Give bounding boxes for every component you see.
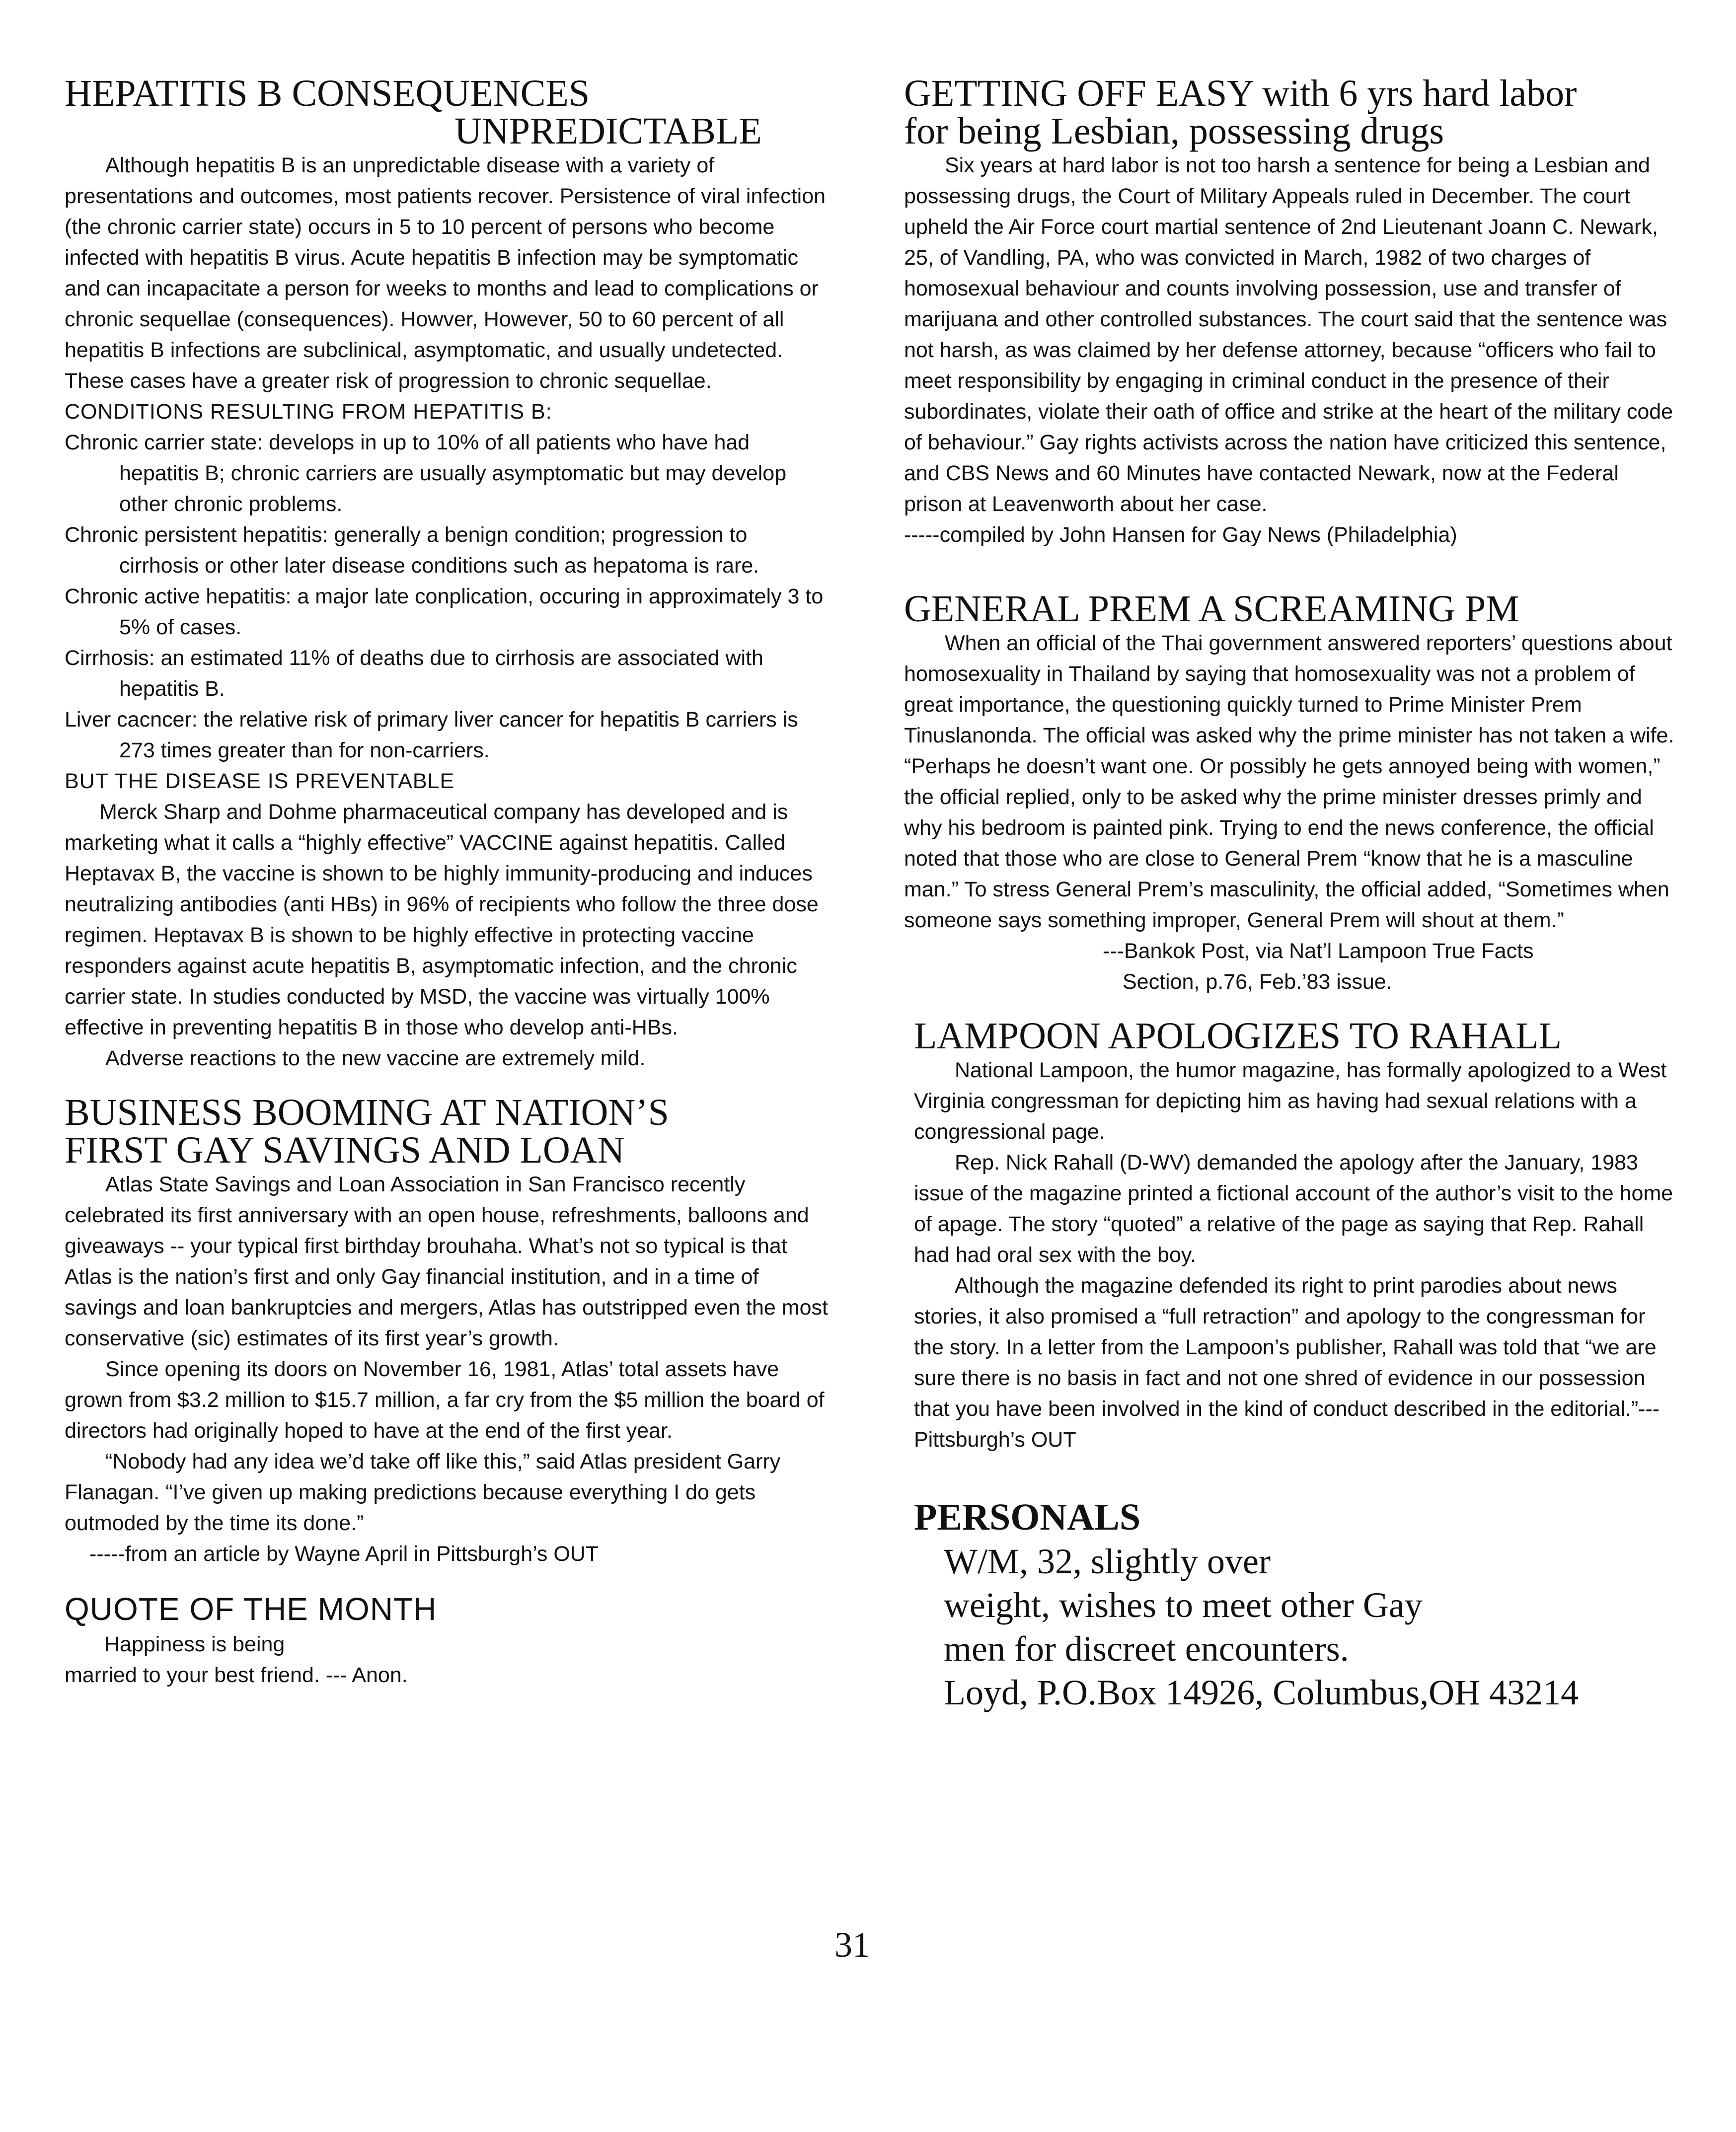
business-credit: -----from an article by Wayne April in Pittsburgh’s OUT [89,1542,599,1566]
business-article [65,1094,830,1569]
lampoon-paragraph: Rep. Nick Rahall (D-WV) demanded the apology after the January, 1983 issue of the magazine printed a fictional account of the author’s visit to the home of apage. The story “quoted” a relative of the page as saying that Rep. Rahall had had oral sex with the boy. [914,1151,1673,1267]
personals-heading: PERSONALS [914,1496,1141,1538]
quote-line: married to your best friend. --- Anon. [65,1663,408,1687]
business-headline-line2: FIRST GAY SAVINGS AND LOAN [65,1129,625,1171]
hepatitis-headline-line1: HEPATITIS B CONSEQUENCES [65,73,590,114]
getting-off-headline [904,74,1679,150]
quote-section [65,1589,830,1691]
lampoon-article [904,1017,1679,1455]
personals-line: weight, wishes to meet other Gay [944,1585,1423,1625]
getting-off-credit: -----compiled by John Hansen for Gay News (Philadelphia) [904,523,1457,547]
personals-line: W/M, 32, slightly over [944,1542,1271,1581]
page-number: 31 [834,1925,870,1965]
prem-credit-line1: ---Bankok Post, via Nat’l Lampoon True Facts [1103,939,1534,963]
condition-item: Cirrhosis: an estimated 11% of deaths due to cirrhosis are associated with hepatitis B. [65,646,763,701]
hepatitis-article [65,74,830,1074]
getting-off-headline-line2: for being Lesbian, possessing drugs [904,110,1444,152]
business-paragraph: “Nobody had any idea we’d take off like this,” said Atlas president Garry Flanagan. “I’ve given up making predictions because everything I do gets outmoded by the time its done.” [65,1450,781,1535]
getting-off-article [904,74,1679,550]
quote-heading: QUOTE OF THE MONTH [65,1591,437,1627]
hepatitis-headline-line2: UNPREDICTABLE [454,110,762,152]
business-headline [65,1094,830,1169]
business-paragraph: Since opening its doors on November 16, 1981, Atlas’ total assets have grown from $3.2 million to $15.7 million, a far cry from the $5 million the board of directors had originally hoped to have at the end of the first year. [65,1357,825,1443]
condition-item: Chronic active hepatitis: a major late conplication, occuring in approximately 3 to 5% of cases. [65,585,824,639]
personals-line: men for discreet encounters. [944,1629,1349,1669]
getting-off-headline-line1: GETTING OFF EASY with 6 yrs hard labor [904,73,1577,114]
lampoon-headline: LAMPOON APOLOGIZES TO RAHALL [914,1015,1562,1057]
condition-item: Liver cacncer: the relative risk of primary liver cancer for hepatitis B carriers is 273 times greater than for non-carriers. [65,708,798,762]
hepatitis-intro: Although hepatitis B is an unpredictable disease with a variety of presentations and outcomes, most patients recover. Persistence of viral infection (the chronic carrier state) occurs in 5 to 10 percent of persons who become infected with hepatitis B virus. Acute hepatitis B infection may be symptomatic and can incapacitate a person for weeks to months and lead to complications or chronic sequellae (consequences). Howver, However, 50 to 60 percent of all hepatitis B infections are subclinical, asymptomatic, and usually undetected. These cases have a greater risk of progression to chronic sequellae. [65,153,826,393]
preventable-heading: BUT THE DISEASE IS PREVENTABLE [65,769,455,793]
business-headline-line1: BUSINESS BOOMING AT NATION’S [65,1092,669,1133]
getting-off-paragraph: Six years at hard labor is not too harsh a sentence for being a Lesbian and possessing drugs, the Court of Military Appeals ruled in December. The court upheld the Air Force court martial sentence of 2nd Lieutenant Joann C. Newark, 25, of Vandling, PA, who was convicted in March, 1982 of two charges of homosexual behaviour and counts involving possession, use and transfer of marijuana and other controlled substances. The court said that the sentence was not harsh, as was claimed by her defense attorney, because “officers who fail to meet responsibility by engaging in criminal conduct in the presence of their subordinates, violate their oath of office and strike at the heart of the military code of behaviour.” Gay rights activists across the nation have criticized this sentence, and CBS News and 60 Minutes have contacted Newark, now at the Federal prison at Leavenworth about her case. [904,153,1673,516]
personals-line: Loyd, P.O.Box 14926, Columbus,OH 43214 [944,1673,1579,1712]
left-column [65,74,830,1691]
lampoon-paragraph: National Lampoon, the humor magazine, has formally apologized to a West Virginia congressman for depicting him as having had sexual relations with a congressional page. [914,1058,1667,1144]
personals-section [904,1495,1679,1714]
condition-item: Chronic persistent hepatitis: generally a benign condition; progression to cirrhosis or other later disease conditions such as hepatoma is rare. [65,523,759,578]
right-column [904,74,1679,1714]
hepatitis-headline [65,74,830,150]
lampoon-paragraph: Although the magazine defended its right to print parodies about news stories, it also promised a “full retraction” and apology to the congressman for the story. In a letter from the Lampoon’s publisher, Rahall was told that “we are sure there is no basis in fact and not one shred of evidence in our possession that you have been involved in the kind of conduct described in the editorial.”---Pittsburgh’s OUT [914,1274,1660,1452]
prem-paragraph: When an official of the Thai government answered reporters’ questions about homosexuality in Thailand by saying that homosexuality was not a problem of great importance, the questioning quickly turned to Prime Minister Prem Tinuslanonda. The official was asked why the prime minister has not taken a wife. “Perhaps he doesn’t want one. Or possibly he gets annoyed being with women,” the official replied, only to be asked why the prime minister dresses primly and why his bedroom is painted pink. Trying to end the news conference, the official noted that those who are close to General Prem “know that he is a masculine man.” To stress General Prem’s masculinity, the official added, “Sometimes when someone says something improper, General Prem will shout at them.” [904,631,1674,932]
prem-headline: GENERAL PREM A SCREAMING PM [904,588,1519,630]
conditions-heading: CONDITIONS RESULTING FROM HEPATITIS B: [65,400,552,424]
prem-credit-line2: Section, p.76, Feb.’83 issue. [1123,970,1392,994]
adverse-paragraph: Adverse reactions to the new vaccine are extremely mild. [105,1046,646,1070]
condition-item: Chronic carrier state: develops in up to 10% of all patients who have had hepatitis B; chronic carriers are usually asymptomatic but may develop other chronic problems. [65,431,787,516]
vaccine-paragraph: Merck Sharp and Dohme pharmaceutical company has developed and is marketing what it calls a “highly effective” VACCINE against hepatitis. Called Heptavax B, the vaccine is shown to be highly immunity-producing and induces neutralizing antibodies (anti HBs) in 96% of recipients who follow the three dose regimen. Heptavax B is shown to be highly effective in protecting vaccine responders against acute hepatitis B, asymptomatic infection, and the chronic carrier state. In studies conducted by MSD, the vaccine was virtually 100% effective in preventing hepatitis B in those who develop anti-HBs. [65,800,819,1039]
prem-article [904,590,1679,997]
business-paragraph: Atlas State Savings and Loan Association in San Francisco recently celebrated its first anniversary with an open house, refreshments, balloons and giveaways -- your typical first birthday brouhaha. What’s not so typical is that Atlas is the nation’s first and only Gay financial institution, and in a time of savings and loan bankruptcies and mergers, Atlas has outstripped even the most conservative (sic) estimates of its first year’s growth. [65,1173,828,1350]
quote-line: Happiness is being [104,1632,285,1656]
